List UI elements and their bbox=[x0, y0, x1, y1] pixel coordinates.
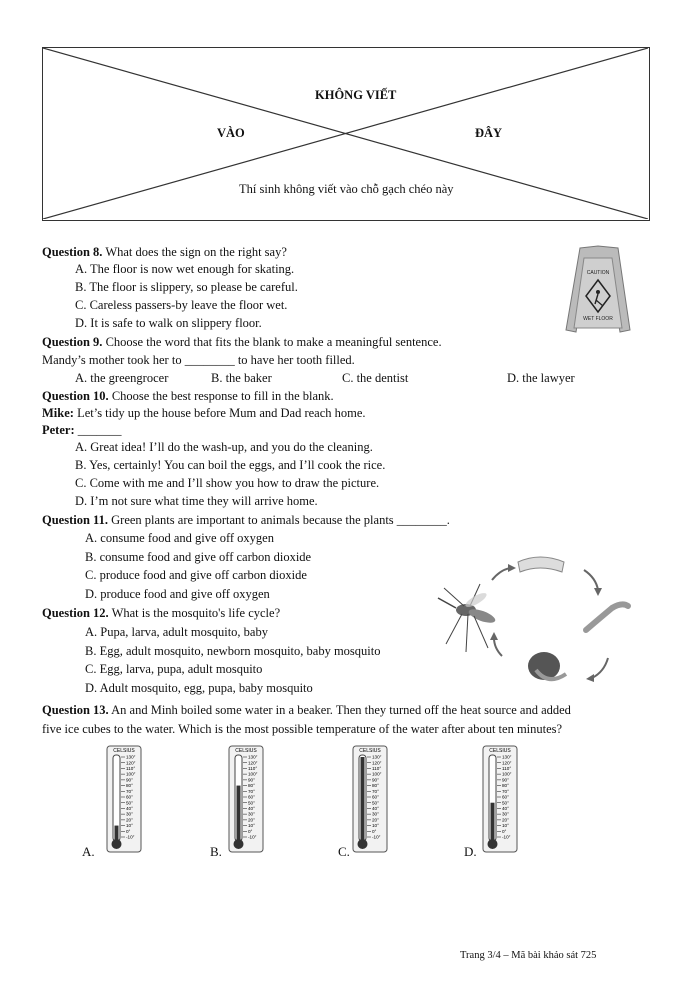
thermometer-tick-label: 40° bbox=[126, 806, 133, 812]
q9-option-d[interactable]: D. the lawyer bbox=[507, 371, 575, 385]
thermometer-tick-label: 110° bbox=[502, 766, 512, 772]
thermometer-liquid bbox=[491, 803, 495, 841]
thermometer-tick-label: 100° bbox=[126, 771, 136, 777]
q10-option-c[interactable]: C. Come with me and I’ll show you how to draw the picture. bbox=[75, 476, 380, 490]
q8-option-b[interactable]: B. The floor is slippery, so please be careful. bbox=[75, 280, 298, 294]
thermometer-tick-label: 10° bbox=[372, 823, 379, 829]
thermometer-tick-label: 110° bbox=[126, 766, 136, 772]
mike-text: Let’s tidy up the house before Mum and Dad reach home. bbox=[73, 406, 366, 420]
q10-mike-line bbox=[42, 405, 366, 422]
question-text: Green plants are important to animals because the plants ________. bbox=[108, 513, 450, 527]
thermometer-option-label[interactable]: B. bbox=[210, 844, 222, 859]
sign-wet-floor-text: WET FLOOR bbox=[583, 316, 613, 322]
question-label: Question 10. bbox=[42, 389, 109, 403]
thermometer-tick-label: 130° bbox=[502, 754, 512, 760]
thermometer-tick-label: 80° bbox=[502, 783, 509, 789]
thermometer-tick-label: 100° bbox=[372, 771, 382, 777]
q12-option-a[interactable]: A. Pupa, larva, adult mosquito, baby bbox=[85, 625, 268, 639]
thermometer-option-label[interactable]: A. bbox=[82, 844, 95, 859]
thermometer-tick-label: 120° bbox=[372, 760, 382, 766]
speaker-peter: Peter: bbox=[42, 423, 75, 437]
thermometer-tick-label: 80° bbox=[126, 783, 133, 789]
thermometer-option-label[interactable]: D. bbox=[464, 844, 477, 859]
thermometer-tick-label: 40° bbox=[502, 806, 509, 812]
thermometer-tick-label: 40° bbox=[248, 806, 255, 812]
q10-option-d[interactable]: D. I’m not sure what time they will arrive home. bbox=[75, 494, 318, 508]
banner-note: Thí sinh không viết vào chỗ gạch chéo này bbox=[239, 182, 454, 196]
thermometer-tick-label: 80° bbox=[372, 783, 379, 789]
question-13 bbox=[42, 702, 571, 719]
thermometer-tick-label: 60° bbox=[372, 794, 379, 800]
thermometer-tick-label: 80° bbox=[248, 783, 255, 789]
thermometer-tick-label: 20° bbox=[248, 817, 255, 823]
thermometer-tick-label: -10° bbox=[502, 834, 511, 840]
thermometer-tick-label: 60° bbox=[248, 794, 255, 800]
thermometer-tick-label: 90° bbox=[126, 777, 133, 783]
question-label: Question 12. bbox=[42, 606, 109, 620]
q8-option-c[interactable]: C. Careless passers-by leave the floor wet. bbox=[75, 298, 288, 312]
thermometer-tick-label: 50° bbox=[126, 800, 133, 806]
thermometer-tick-label: 30° bbox=[502, 811, 509, 817]
thermometer-tick-label: 20° bbox=[372, 817, 379, 823]
thermometer-c[interactable] bbox=[352, 745, 390, 855]
thermometer-tick-label: 40° bbox=[372, 806, 379, 812]
thermometer-tick-label: 120° bbox=[502, 760, 512, 766]
thermometer-option-label[interactable]: C. bbox=[338, 844, 350, 859]
question-text: Choose the best response to fill in the blank. bbox=[108, 389, 334, 403]
question-label: Question 8. bbox=[42, 245, 103, 259]
thermometer-tick-label: 110° bbox=[372, 766, 382, 772]
thermometer-tick-label: 10° bbox=[502, 823, 509, 829]
mosquito-life-cycle-image bbox=[436, 548, 636, 698]
thermometer-liquid bbox=[115, 826, 119, 841]
q9-sentence: Mandy’s mother took her to ________ to have her tooth filled. bbox=[42, 353, 355, 367]
thermometer-tick-label: 70° bbox=[248, 788, 255, 794]
q11-option-a[interactable]: A. consume food and give off oxygen bbox=[85, 531, 274, 545]
q10-option-a[interactable]: A. Great idea! I’ll do the wash-up, and you do the cleaning. bbox=[75, 440, 373, 454]
thermometer-tick-label: 100° bbox=[502, 771, 512, 777]
q12-option-b[interactable]: B. Egg, adult mosquito, newborn mosquito, baby mosquito bbox=[85, 644, 381, 658]
question-11 bbox=[42, 512, 450, 529]
thermometer-b[interactable] bbox=[228, 745, 266, 855]
question-text: What is the mosquito's life cycle? bbox=[108, 606, 281, 620]
thermometer-tick-label: 30° bbox=[248, 811, 255, 817]
thermometer-tick-label: 50° bbox=[502, 800, 509, 806]
question-label: Question 13. bbox=[42, 703, 109, 717]
thermometer-tick-label: 50° bbox=[372, 800, 379, 806]
q9-option-c[interactable]: C. the dentist bbox=[342, 371, 409, 385]
q9-option-b[interactable]: B. the baker bbox=[211, 371, 272, 385]
question-label: Question 11. bbox=[42, 513, 108, 527]
thermometer-tick-label: 60° bbox=[502, 794, 509, 800]
no-write-box bbox=[42, 47, 650, 221]
page-footer: Trang 3/4 – Mã bài khảo sát 725 bbox=[460, 950, 597, 961]
question-8 bbox=[42, 244, 287, 261]
q12-option-d[interactable]: D. Adult mosquito, egg, pupa, baby mosquito bbox=[85, 681, 313, 695]
q10-option-b[interactable]: B. Yes, certainly! You can boil the eggs, and I’ll cook the rice. bbox=[75, 458, 386, 472]
thermometer-a[interactable] bbox=[106, 745, 144, 855]
thermometer-tick-label: 130° bbox=[126, 754, 136, 760]
thermometer-tick-label: 20° bbox=[502, 817, 509, 823]
q11-option-d[interactable]: D. produce food and give off oxygen bbox=[85, 587, 270, 601]
thermometer-tick-label: -10° bbox=[126, 834, 135, 840]
thermometer-tick-label: 60° bbox=[126, 794, 133, 800]
question-9 bbox=[42, 334, 442, 351]
question-12 bbox=[42, 605, 280, 622]
thermometer-tick-label: 120° bbox=[126, 760, 136, 766]
q11-option-b[interactable]: B. consume food and give off carbon dioxide bbox=[85, 550, 312, 564]
peter-blank: _______ bbox=[74, 423, 122, 437]
thermometer-tick-label: 120° bbox=[248, 760, 258, 766]
speaker-mike: Mike: bbox=[42, 406, 74, 420]
question-text: Choose the word that fits the blank to make a meaningful sentence. bbox=[102, 335, 442, 349]
thermometer-tick-label: 0° bbox=[372, 828, 377, 834]
wet-floor-sign-image bbox=[562, 244, 634, 336]
q9-option-a[interactable]: A. the greengrocer bbox=[75, 371, 169, 385]
q13-text-line-2: five ice cubes to the water. Which is the most possible temperature of the water after about ten minutes? bbox=[42, 722, 563, 736]
q10-peter-line bbox=[42, 422, 121, 439]
thermometer-tick-label: -10° bbox=[372, 834, 381, 840]
thermometer-d[interactable] bbox=[482, 745, 520, 855]
question-text: What does the sign on the right say? bbox=[102, 245, 287, 259]
thermometer-header: CELSIUS bbox=[113, 748, 135, 754]
thermometer-tick-label: 20° bbox=[126, 817, 133, 823]
thermometer-tick-label: 50° bbox=[248, 800, 255, 806]
question-10 bbox=[42, 388, 334, 405]
thermometer-tick-label: -10° bbox=[248, 834, 257, 840]
thermometer-liquid bbox=[237, 786, 241, 841]
question-text-line-1: An and Minh boiled some water in a beaker. Then they turned off the heat source and added bbox=[108, 703, 571, 717]
thermometer-tick-label: 110° bbox=[248, 766, 258, 772]
thermometer-header: CELSIUS bbox=[235, 748, 257, 754]
q11-option-c[interactable]: C. produce food and give off carbon dioxide bbox=[85, 568, 307, 582]
q12-option-c[interactable]: C. Egg, larva, pupa, adult mosquito bbox=[85, 662, 263, 676]
thermometer-tick-label: 70° bbox=[502, 788, 509, 794]
thermometer-tick-label: 0° bbox=[502, 828, 507, 834]
thermometer-header: CELSIUS bbox=[359, 748, 381, 754]
thermometer-tick-label: 90° bbox=[248, 777, 255, 783]
banner-right: ĐÂY bbox=[475, 126, 503, 140]
thermometer-tick-label: 70° bbox=[372, 788, 379, 794]
banner-top: KHÔNG VIẾT bbox=[315, 88, 397, 102]
thermometer-tick-label: 0° bbox=[248, 828, 253, 834]
banner-left: VÀO bbox=[217, 126, 245, 140]
thermometer-tick-label: 30° bbox=[126, 811, 133, 817]
thermometer-tick-label: 100° bbox=[248, 771, 258, 777]
thermometer-tick-label: 0° bbox=[126, 828, 131, 834]
q8-option-a[interactable]: A. The floor is now wet enough for skating. bbox=[75, 262, 295, 276]
q8-option-d[interactable]: D. It is safe to walk on slippery floor. bbox=[75, 316, 262, 330]
thermometer-tick-label: 10° bbox=[126, 823, 133, 829]
thermometer-liquid bbox=[361, 757, 365, 841]
thermometer-tick-label: 90° bbox=[372, 777, 379, 783]
question-label: Question 9. bbox=[42, 335, 103, 349]
thermometer-tick-label: 70° bbox=[126, 788, 133, 794]
sign-caution-text: CAUTION bbox=[586, 270, 610, 276]
thermometer-tick-label: 130° bbox=[248, 754, 258, 760]
thermometer-tick-label: 90° bbox=[502, 777, 509, 783]
thermometer-tick-label: 130° bbox=[372, 754, 382, 760]
thermometer-tick-label: 10° bbox=[248, 823, 255, 829]
thermometer-header: CELSIUS bbox=[489, 748, 511, 754]
thermometer-tick-label: 30° bbox=[372, 811, 379, 817]
